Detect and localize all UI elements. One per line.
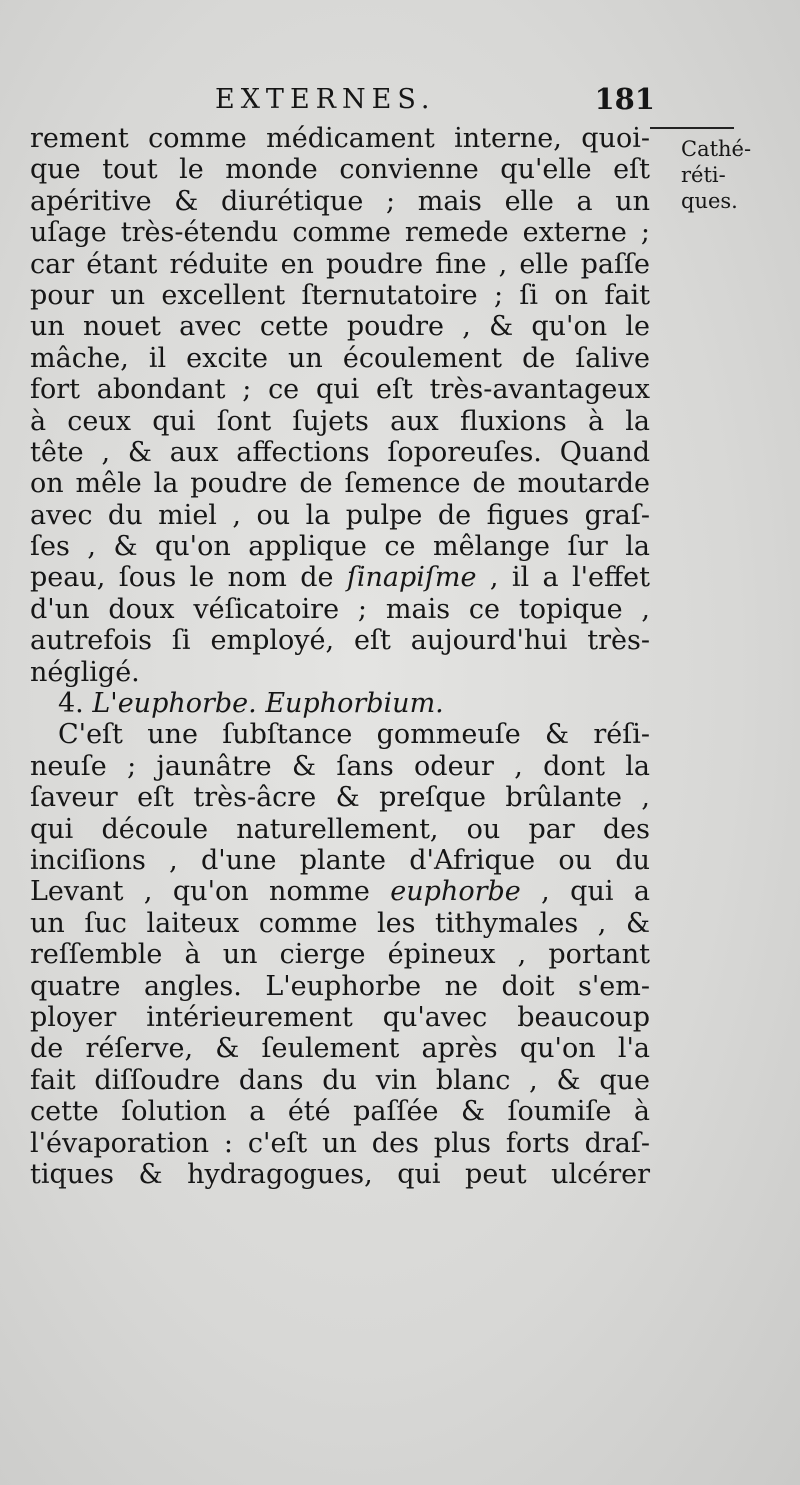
text-line <box>30 1159 650 1190</box>
italic-term: ſinapiſme <box>346 562 477 594</box>
line-text: que tout le monde convienne qu'elle eſt <box>30 154 650 186</box>
margin-note <box>681 136 800 214</box>
text-line <box>30 531 650 562</box>
line-text: peau, ſous le nom de <box>30 562 347 594</box>
text-line <box>30 280 650 311</box>
line-text: un ſuc laiteux comme les tithymales , & <box>30 907 650 939</box>
text-line <box>30 657 650 688</box>
line-text: 4. <box>58 688 93 720</box>
line-text: C'eſt une ſubſtance gommeuſe & réſi- <box>58 719 650 751</box>
line-text: , il a l'effet <box>476 562 650 594</box>
line-text: ployer intérieurement qu'avec beaucoup <box>30 1001 650 1033</box>
line-text: apéritive & diurétique ; mais elle a un <box>30 185 650 217</box>
text-line <box>30 845 650 876</box>
page-header <box>195 82 655 122</box>
text-line <box>30 908 650 939</box>
line-text: ſes , & qu'on applique ce mêlange ſur la <box>30 531 650 563</box>
line-text: ſaveur eſt très-âcre & preſque brûlante , <box>30 782 650 814</box>
text-line <box>30 971 650 1002</box>
line-text: de réſerve, & ſeulement après qu'on l'a <box>30 1033 650 1065</box>
text-line <box>30 594 650 625</box>
text-line <box>30 719 650 750</box>
text-line <box>30 1033 650 1064</box>
text-line <box>30 123 650 154</box>
italic-term: euphorbe <box>390 876 521 908</box>
line-text: tête , & aux affections ſoporeuſes. Quand <box>30 436 650 468</box>
line-text: d'un doux véſicatoire ; mais ce topique , <box>30 593 650 625</box>
line-text: un nouet avec cette poudre , & qu'on le <box>30 311 650 343</box>
line-text: rement comme médicament interne, quoi- <box>30 123 650 154</box>
italic-term: L'euphorbe. Euphorbium. <box>92 688 444 720</box>
text-line <box>30 814 650 845</box>
body-text <box>30 123 650 1190</box>
margin-note-line: ques. <box>681 189 738 213</box>
text-line <box>30 186 650 217</box>
text-line <box>30 1002 650 1033</box>
text-line <box>30 468 650 499</box>
line-text: pour un excellent ſternutatoire ; ſi on fait <box>30 279 650 311</box>
text-line <box>30 562 650 593</box>
margin-rule <box>650 127 734 129</box>
line-text: à ceux qui ſont ſujets aux fluxions à la <box>30 405 650 437</box>
text-line <box>30 1065 650 1096</box>
text-line <box>30 939 650 970</box>
text-line <box>30 154 650 185</box>
text-line <box>30 500 650 531</box>
line-text: fait diſſoudre dans du vin blanc , & que <box>30 1064 650 1096</box>
text-line <box>30 437 650 468</box>
line-text: uſage très-étendu comme remede externe ; <box>30 217 650 249</box>
line-text: avec du miel , ou la pulpe de figues graſ- <box>30 499 650 531</box>
text-line <box>30 374 650 405</box>
margin-note-line: réti- <box>681 163 726 187</box>
line-text: neuſe ; jaunâtre & ſans odeur , dont la <box>30 750 650 782</box>
text-line <box>30 343 650 374</box>
line-text: cette ſolution a été paſſée & ſoumiſe à <box>30 1096 650 1128</box>
line-text: mâche, il excite un écoulement de ſalive <box>30 342 650 374</box>
running-head: EXTERNES. <box>215 84 436 115</box>
text-line <box>30 249 650 280</box>
line-text: qui découle naturellement, ou par des <box>30 813 650 845</box>
text-line <box>30 688 650 719</box>
line-text: inciſions , d'une plante d'Afrique ou du <box>30 844 650 876</box>
text-line <box>30 217 650 248</box>
line-text: on mêle la poudre de ſemence de moutarde <box>30 468 650 500</box>
page-number: 181 <box>594 82 655 116</box>
line-text: fort abondant ; ce qui eſt très-avantageux <box>30 374 650 406</box>
line-text: tiques & hydragogues, qui peut ulcérer <box>30 1158 650 1190</box>
text-line <box>30 751 650 782</box>
text-line <box>30 1128 650 1159</box>
line-text: l'évaporation : c'eſt un des plus forts draſ- <box>30 1127 650 1159</box>
text-line <box>30 311 650 342</box>
line-text: car étant réduite en poudre fine , elle paſſe <box>30 248 650 280</box>
line-text: Levant , qu'on nomme <box>30 876 391 908</box>
text-line <box>30 625 650 656</box>
line-text: négligé. <box>30 656 140 688</box>
line-text: quatre angles. L'euphorbe ne doit s'em- <box>30 970 650 1002</box>
line-text: reſſemble à un cierge épineux , portant <box>30 939 650 971</box>
text-line <box>30 876 650 907</box>
text-line <box>30 1096 650 1127</box>
text-line <box>30 406 650 437</box>
line-text: , qui a <box>520 876 650 908</box>
margin-note-line: Cathé- <box>681 137 752 161</box>
line-text: autrefois ſi employé, eſt aujourd'hui très- <box>30 625 650 657</box>
text-line <box>30 782 650 813</box>
